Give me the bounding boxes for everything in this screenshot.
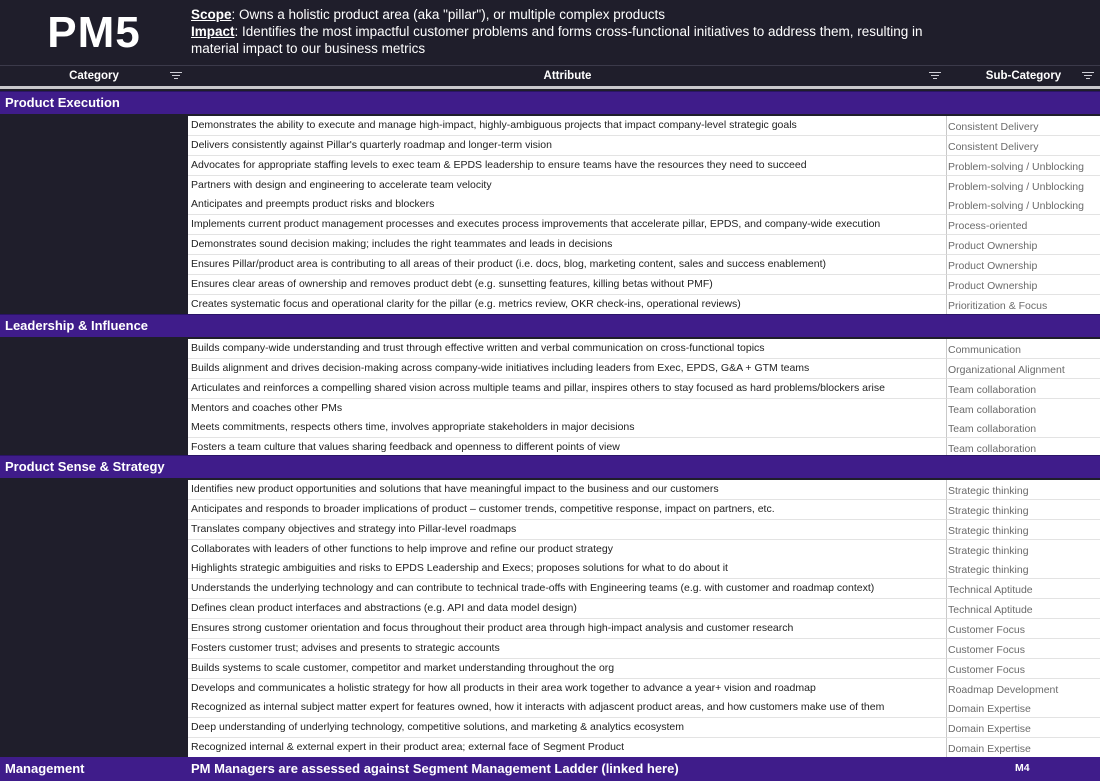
subcategory-cell[interactable]: Consistent Delivery: [947, 136, 1100, 156]
table-row: [188, 679, 1100, 699]
table-row: [188, 579, 1100, 599]
attribute-cell[interactable]: Identifies new product opportunities and solutions that have meaningful impact to the business and our customers: [188, 480, 947, 500]
subcategory-cell[interactable]: Consistent Delivery: [947, 116, 1100, 136]
subcategory-cell[interactable]: Strategic thinking: [947, 559, 1100, 579]
attribute-cell[interactable]: Defines clean product interfaces and abstractions (e.g. API and data model design): [188, 599, 947, 619]
attribute-cell[interactable]: Demonstrates sound decision making; includes the right teammates and leads in decisions: [188, 235, 947, 255]
attribute-cell[interactable]: Partners with design and engineering to accelerate team velocity: [188, 176, 947, 196]
management-attribute-link[interactable]: PM Managers are assessed against Segment Management Ladder (linked here): [191, 761, 679, 776]
attribute-cell[interactable]: Builds alignment and drives decision-making across company-wide initiatives including leaders from Exec, EPDS, G&A + GTM teams: [188, 359, 947, 379]
subcategory-cell[interactable]: Roadmap Development: [947, 679, 1100, 699]
category-cell[interactable]: [0, 339, 188, 458]
attribute-cell[interactable]: Recognized internal & external expert in their product area; external face of Segment Product: [188, 738, 947, 758]
column-header-attribute-label: Attribute: [543, 70, 592, 82]
management-subcategory: M4: [1015, 762, 1030, 774]
subcategory-cell[interactable]: Communication: [947, 339, 1100, 359]
subcategory-cell[interactable]: Strategic thinking: [947, 540, 1100, 560]
attribute-cell[interactable]: Understands the underlying technology and can contribute to technical trade-offs with Engineering teams (e.g. with customer and roadmap context): [188, 579, 947, 599]
attribute-cell[interactable]: Deep understanding of underlying technology, competitive solutions, and marketing & analytics ecosystem: [188, 718, 947, 738]
section-title: Product Sense & Strategy: [5, 459, 165, 474]
subcategory-cell[interactable]: Product Ownership: [947, 235, 1100, 255]
table-row: [188, 500, 1100, 520]
subcategory-cell[interactable]: Customer Focus: [947, 619, 1100, 639]
subcategory-cell[interactable]: Prioritization & Focus: [947, 295, 1100, 315]
table-row: [188, 520, 1100, 540]
table-row: [188, 339, 1100, 359]
section-header: [0, 314, 1100, 337]
subcategory-cell[interactable]: Domain Expertise: [947, 718, 1100, 738]
management-category: Management: [5, 761, 85, 776]
subcategory-cell[interactable]: Team collaboration: [947, 418, 1100, 438]
attribute-cell[interactable]: Anticipates and responds to broader implications of product – customer trends, competitive response, impact on partners, etc.: [188, 500, 947, 520]
scope-text: : Owns a holistic product area (aka "pillar"), or multiple complex products: [231, 7, 666, 22]
table-row: [188, 738, 1100, 758]
subcategory-cell[interactable]: Product Ownership: [947, 255, 1100, 275]
subcategory-cell[interactable]: Team collaboration: [947, 379, 1100, 399]
table-row: [188, 136, 1100, 156]
section-rows: [0, 480, 1100, 758]
table-row: [188, 295, 1100, 315]
attribute-cell[interactable]: Ensures strong customer orientation and focus throughout their product area through high-impact analysis and customer research: [188, 619, 947, 639]
attribute-cell[interactable]: Meets commitments, respects others time, involves appropriate stakeholders in major decisions: [188, 418, 947, 438]
table-row: [188, 659, 1100, 679]
subcategory-cell[interactable]: Process-oriented: [947, 215, 1100, 235]
category-cell[interactable]: [0, 480, 188, 758]
filter-icon[interactable]: [929, 72, 941, 81]
attribute-cell[interactable]: Anticipates and preempts product risks and blockers: [188, 195, 947, 215]
attribute-cell[interactable]: Collaborates with leaders of other functions to help improve and refine our product strategy: [188, 540, 947, 560]
management-row: [0, 757, 1100, 781]
impact-line: [191, 23, 951, 57]
scope-line: [191, 6, 951, 23]
table-row: [188, 639, 1100, 659]
attribute-cell[interactable]: Builds company-wide understanding and trust through effective written and verbal communication on cross-functional topics: [188, 339, 947, 359]
attribute-cell[interactable]: Recognized as internal subject matter expert for features owned, how it interacts with adjascent product areas, and how customers make use of them: [188, 698, 947, 718]
table-row: [188, 275, 1100, 295]
column-header-category[interactable]: [0, 65, 188, 86]
section-title: Leadership & Influence: [5, 318, 149, 333]
table-row: [188, 255, 1100, 275]
subcategory-cell[interactable]: Team collaboration: [947, 399, 1100, 419]
subcategory-cell[interactable]: Customer Focus: [947, 639, 1100, 659]
attribute-cell[interactable]: Translates company objectives and strategy into Pillar-level roadmaps: [188, 520, 947, 540]
table-row: [188, 698, 1100, 718]
table-row: [188, 399, 1100, 419]
section-header: [0, 455, 1100, 478]
subcategory-cell[interactable]: Organizational Alignment: [947, 359, 1100, 379]
table-row: [188, 195, 1100, 215]
subcategory-cell[interactable]: Problem-solving / Unblocking: [947, 156, 1100, 176]
attribute-cell[interactable]: Implements current product management processes and executes process improvements that accelerate pillar, EPDS, and company-wide execution: [188, 215, 947, 235]
subcategory-cell[interactable]: Technical Aptitude: [947, 579, 1100, 599]
table-row: [188, 599, 1100, 619]
subcategory-cell[interactable]: Domain Expertise: [947, 698, 1100, 718]
header-separator: [0, 86, 1100, 89]
attribute-cell[interactable]: Demonstrates the ability to execute and manage high-impact, highly-ambiguous projects that impact company-level strategic goals: [188, 116, 947, 136]
table-row: [188, 215, 1100, 235]
subcategory-cell[interactable]: Product Ownership: [947, 275, 1100, 295]
column-header-subcategory-label: Sub-Category: [985, 70, 1062, 82]
filter-icon[interactable]: [1082, 72, 1094, 81]
subcategory-cell[interactable]: Strategic thinking: [947, 500, 1100, 520]
attribute-cell[interactable]: Articulates and reinforces a compelling shared vision across multiple teams and pillar, inspires others to stay focused as hard problems/blockers arise: [188, 379, 947, 399]
subcategory-cell[interactable]: Technical Aptitude: [947, 599, 1100, 619]
attribute-cell[interactable]: Delivers consistently against Pillar's quarterly roadmap and longer-term vision: [188, 136, 947, 156]
attribute-cell[interactable]: Creates systematic focus and operational clarity for the pillar (e.g. metrics review, OKR check-ins, operational reviews): [188, 295, 947, 315]
subcategory-cell[interactable]: Problem-solving / Unblocking: [947, 195, 1100, 215]
table-row: [188, 718, 1100, 738]
attribute-cell[interactable]: Develops and communicates a holistic strategy for how all products in their area work together to advance a year+ vision and roadmap: [188, 679, 947, 699]
table-row: [188, 559, 1100, 579]
attribute-cell[interactable]: Fosters customer trust; advises and presents to strategic accounts: [188, 639, 947, 659]
attribute-cell[interactable]: Advocates for appropriate staffing levels to exec team & EPDS leadership to ensure teams have the resources they need to succeed: [188, 156, 947, 176]
subcategory-cell[interactable]: Domain Expertise: [947, 738, 1100, 758]
attribute-cell[interactable]: Ensures Pillar/product area is contributing to all areas of their product (i.e. docs, blog, marketing content, sales and success enablement): [188, 255, 947, 275]
subcategory-cell[interactable]: Strategic thinking: [947, 520, 1100, 540]
scope-label: Scope: [191, 7, 232, 22]
table-row: [188, 156, 1100, 176]
attribute-cell[interactable]: Fosters a team culture that values sharing feedback and openness to different points of view: [188, 438, 947, 458]
table-row: [188, 418, 1100, 438]
header: [0, 0, 1100, 65]
attribute-cell[interactable]: Mentors and coaches other PMs: [188, 399, 947, 419]
column-header-category-label: Category: [69, 70, 119, 82]
table-row: [188, 116, 1100, 136]
table-row: [188, 235, 1100, 255]
table-row: [188, 540, 1100, 560]
attribute-cell[interactable]: Ensures clear areas of ownership and removes product debt (e.g. sunsetting features, killing betas without PMF): [188, 275, 947, 295]
subcategory-cell[interactable]: Team collaboration: [947, 438, 1100, 458]
table-row: [188, 379, 1100, 399]
section-rows: [0, 116, 1100, 315]
subcategory-cell[interactable]: Customer Focus: [947, 659, 1100, 679]
filter-icon[interactable]: [170, 72, 182, 81]
table-row: [188, 176, 1100, 196]
level-description: [191, 6, 951, 57]
attribute-cell[interactable]: Builds systems to scale customer, competitor and market understanding throughout the org: [188, 659, 947, 679]
section-header: [0, 91, 1100, 114]
table-row: [188, 619, 1100, 639]
impact-label: Impact: [191, 24, 235, 39]
subcategory-cell[interactable]: Problem-solving / Unblocking: [947, 176, 1100, 196]
column-header-attribute[interactable]: [188, 65, 947, 86]
impact-text: : Identifies the most impactful customer problems and forms cross-functional initiatives to address them, resulting in material impact to our business metrics: [191, 24, 923, 56]
table-row: [188, 480, 1100, 500]
subcategory-cell[interactable]: Strategic thinking: [947, 480, 1100, 500]
table-row: [188, 359, 1100, 379]
section-title: Product Execution: [5, 95, 120, 110]
level-title: PM5: [47, 7, 141, 57]
column-header-subcategory[interactable]: [947, 65, 1100, 86]
attribute-cell[interactable]: Highlights strategic ambiguities and risks to EPDS Leadership and Execs; proposes solutions for what to do about it: [188, 559, 947, 579]
category-cell[interactable]: [0, 116, 188, 315]
section-rows: [0, 339, 1100, 458]
